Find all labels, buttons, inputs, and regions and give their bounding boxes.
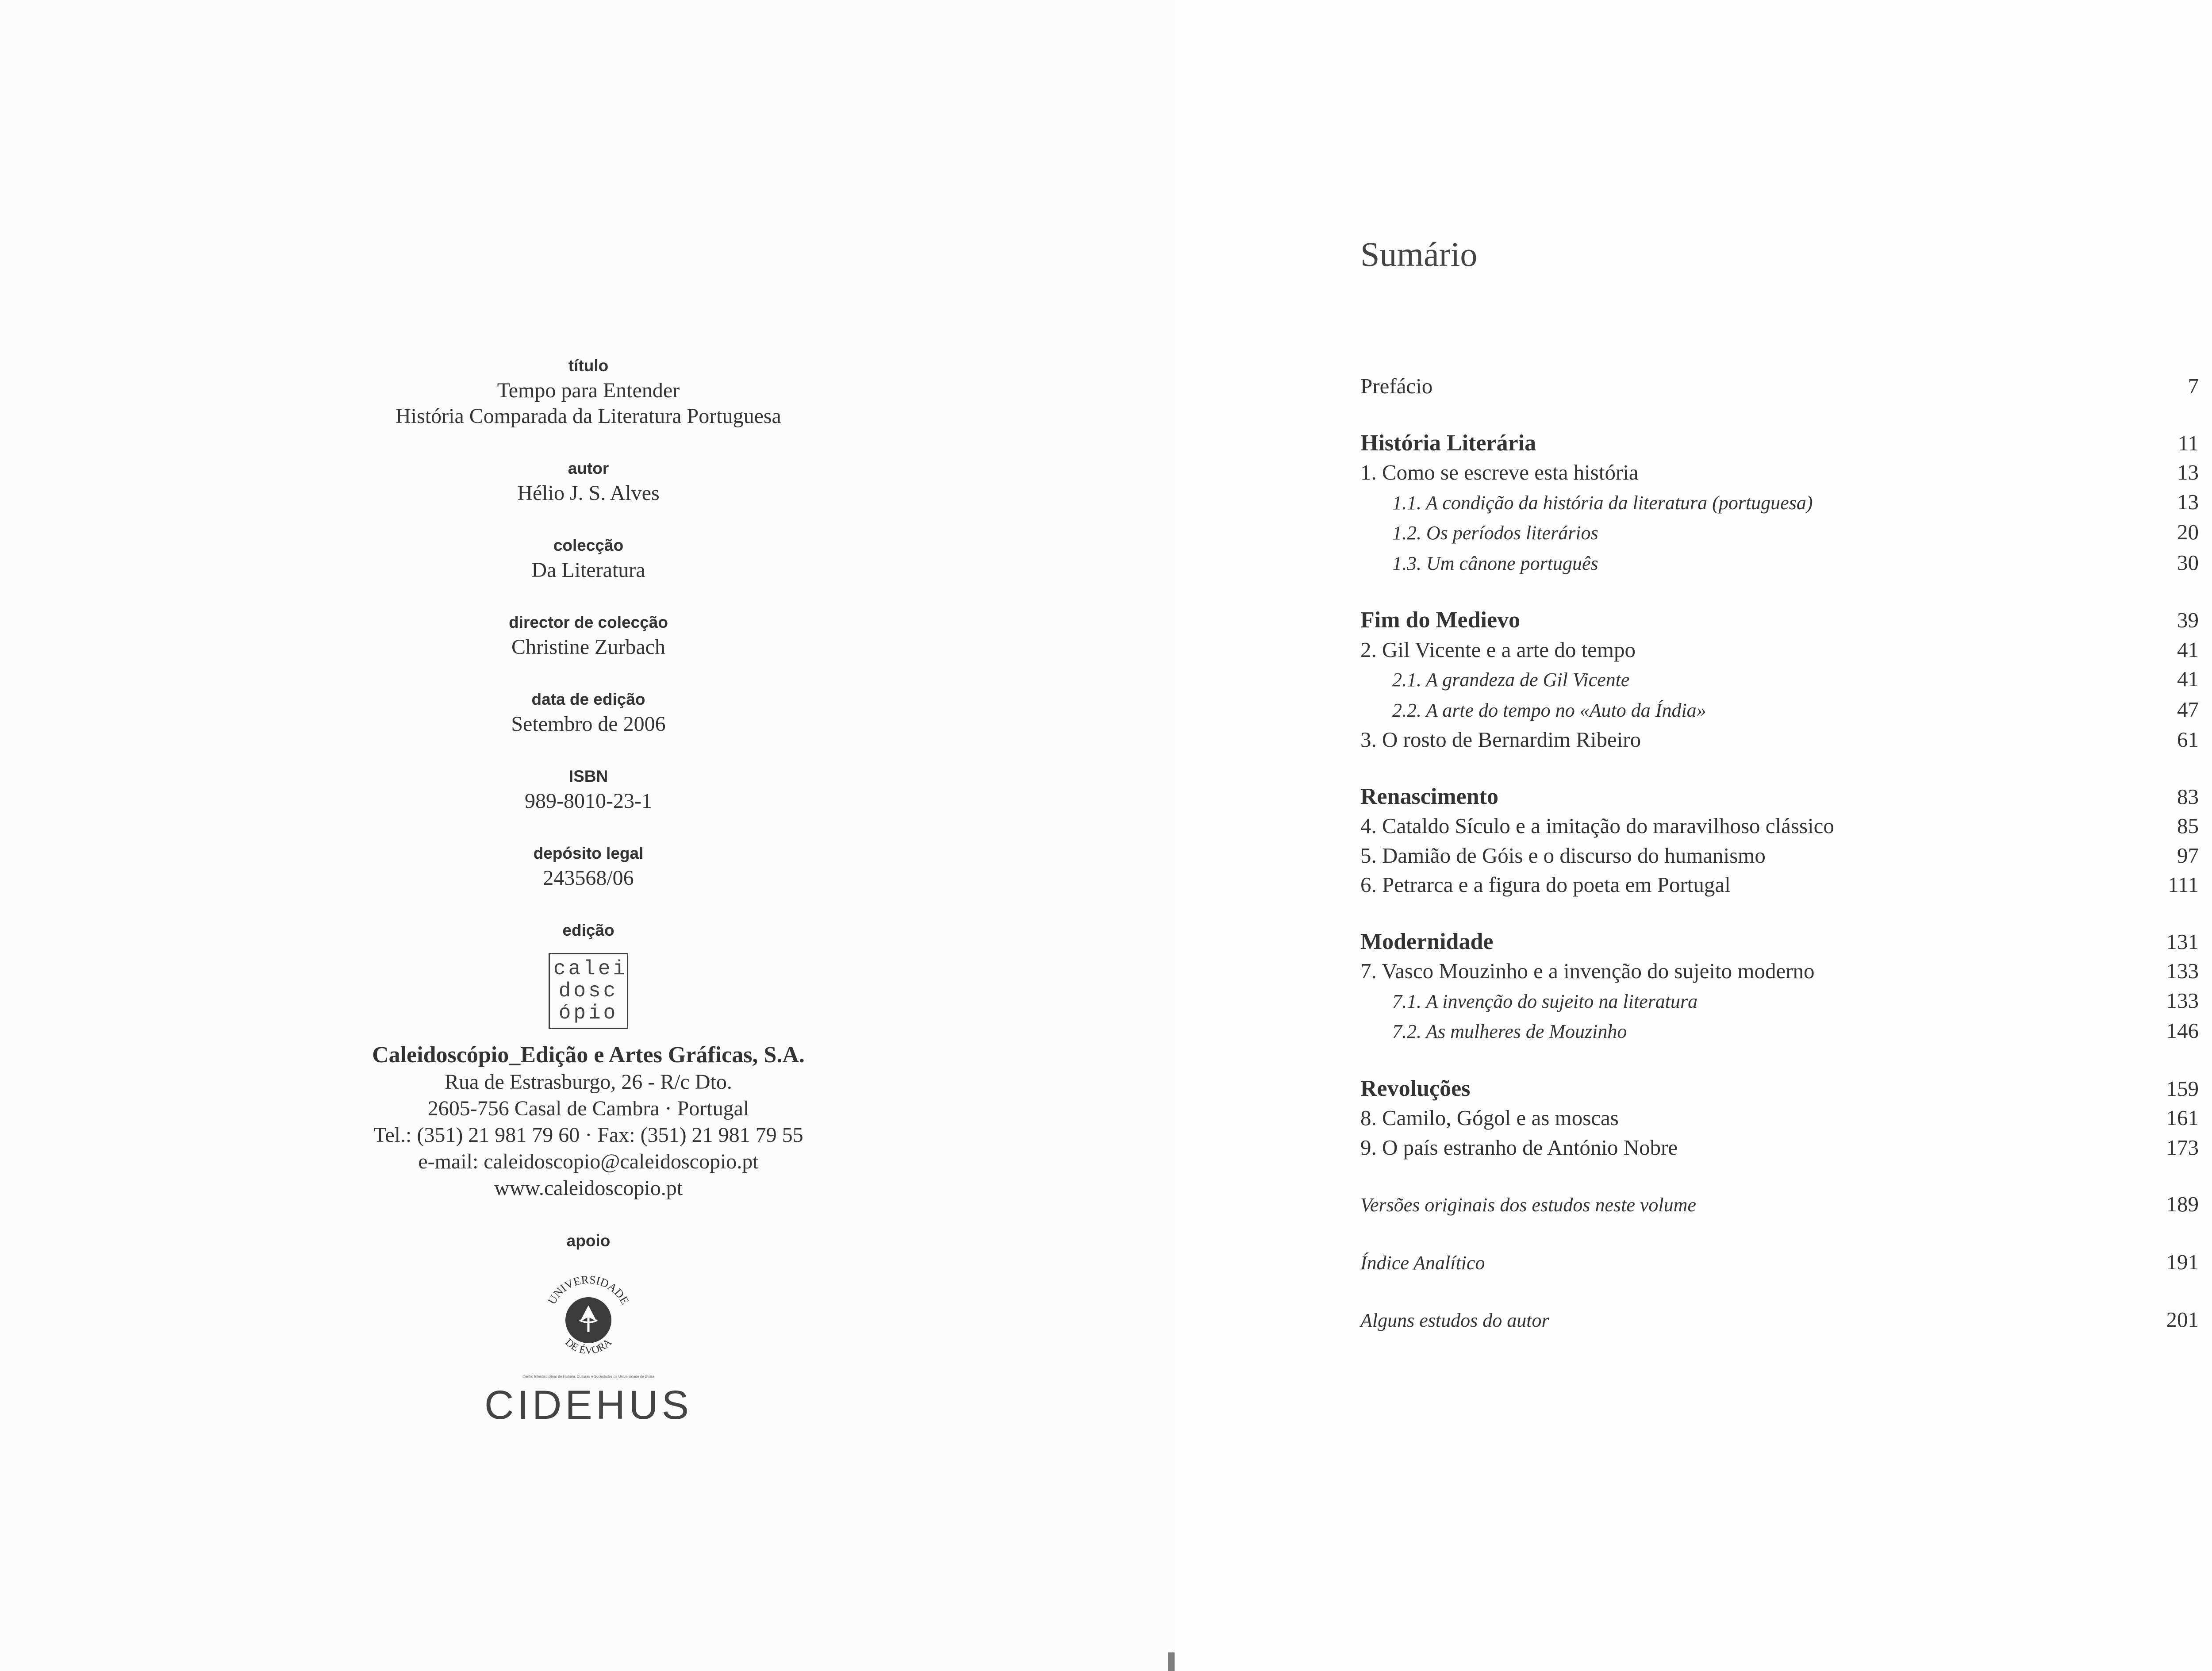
colophon bbox=[345, 354, 832, 1427]
toc-entry bbox=[1360, 372, 2199, 401]
isbn-label: ISBN bbox=[568, 767, 608, 785]
isbn-block bbox=[345, 764, 832, 814]
toc-page-number: 161 bbox=[2166, 1106, 2199, 1130]
toc-page-number: 47 bbox=[2177, 697, 2199, 722]
logo-line-3: ópio bbox=[558, 1002, 618, 1025]
toc-entry-text: Índice Analítico bbox=[1360, 1252, 1485, 1274]
toc-entry bbox=[1360, 1016, 2199, 1047]
legal-deposit-value: 243568/06 bbox=[543, 866, 634, 890]
toc-section bbox=[1360, 1305, 2199, 1336]
toc-page-number: 7 bbox=[2188, 374, 2199, 398]
toc-page-number: 173 bbox=[2166, 1135, 2199, 1160]
director-label: director de colecção bbox=[509, 613, 668, 631]
toc-entry bbox=[1360, 1103, 2199, 1133]
toc-section-heading bbox=[1360, 1074, 2199, 1104]
toc-entry-text: 2. Gil Vicente e a arte do tempo bbox=[1360, 637, 1636, 662]
toc-page-number: 189 bbox=[2166, 1192, 2199, 1216]
toc-page-number: 11 bbox=[2177, 430, 2199, 455]
toc-page-number: 13 bbox=[2177, 460, 2199, 484]
toc-page-number: 61 bbox=[2177, 727, 2199, 752]
toc-entry-text: 3. O rosto de Bernardim Ribeiro bbox=[1360, 727, 1641, 752]
toc-entry bbox=[1360, 986, 2199, 1017]
email: e-mail: caleidoscopio@caleidoscopio.pt bbox=[418, 1150, 759, 1173]
toc-entry-text: Revoluções bbox=[1360, 1076, 1471, 1101]
toc-entry bbox=[1360, 548, 2199, 579]
toc-title: Sumário bbox=[1360, 235, 1478, 273]
author-block bbox=[345, 457, 832, 506]
toc-entry bbox=[1360, 458, 2199, 488]
toc-entry-text: 9. O país estranho de António Nobre bbox=[1360, 1135, 1678, 1160]
toc-page-number: 191 bbox=[2166, 1249, 2199, 1274]
toc-entry-text: Prefácio bbox=[1360, 374, 1433, 398]
toc-entry-text: Alguns estudos do autor bbox=[1360, 1310, 1549, 1331]
phone-fax: Tel.: (351) 21 981 79 60 · Fax: (351) 21 981 79 55 bbox=[373, 1123, 803, 1147]
toc-page-number: 30 bbox=[2177, 550, 2199, 575]
toc-page-number: 133 bbox=[2166, 988, 2199, 1013]
director-name: Christine Zurbach bbox=[511, 635, 665, 659]
toc-page-number: 13 bbox=[2177, 489, 2199, 514]
toc-page-number: 83 bbox=[2177, 784, 2199, 809]
toc-entry bbox=[1360, 811, 2199, 841]
collection-label: colecção bbox=[553, 536, 624, 554]
toc-entry-text: 2.1. A grandeza de Gil Vicente bbox=[1392, 669, 1630, 691]
director-block bbox=[345, 611, 832, 660]
edition-label: edição bbox=[562, 921, 614, 939]
title-label: título bbox=[568, 357, 609, 375]
seal-bottom-text: DE ÉVORA bbox=[563, 1337, 614, 1357]
toc-entry-text: 7.1. A invenção do sujeito na literatura bbox=[1392, 990, 1698, 1012]
toc-page-number: 133 bbox=[2166, 959, 2199, 983]
toc-section bbox=[1360, 606, 2199, 755]
support-block bbox=[345, 1229, 832, 1427]
toc-section bbox=[1360, 1248, 2199, 1278]
cidehus-subtitle: Centro Interdisciplinar de História, Culturas e Sociedades da Universidade de Évora bbox=[522, 1375, 654, 1379]
toc-page-number: 97 bbox=[2177, 843, 2199, 868]
toc-section bbox=[1360, 927, 2199, 1047]
edition-date: Setembro de 2006 bbox=[511, 712, 666, 736]
toc-section bbox=[1360, 782, 2199, 900]
table-of-contents bbox=[1360, 372, 2199, 1363]
toc-entry-text: 7.2. As mulheres de Mouzinho bbox=[1392, 1021, 1627, 1042]
toc-entry bbox=[1360, 695, 2199, 726]
collection-block bbox=[345, 534, 832, 583]
author-name: Hélio J. S. Alves bbox=[517, 481, 660, 505]
toc-entry bbox=[1360, 870, 2199, 900]
toc-entry-text: Versões originais dos estudos neste volume bbox=[1360, 1194, 1696, 1216]
toc-page-number: 201 bbox=[2166, 1307, 2199, 1332]
toc-page-number: 39 bbox=[2177, 608, 2199, 632]
edition-date-block bbox=[345, 688, 832, 737]
toc-entry bbox=[1360, 665, 2199, 695]
collection-name: Da Literatura bbox=[531, 558, 645, 582]
toc-section-heading bbox=[1360, 429, 2199, 458]
toc-entry-text: História Literária bbox=[1360, 430, 1536, 456]
toc-entry-text: 4. Cataldo Sículo e a imitação do maravilhoso clássico bbox=[1360, 814, 1834, 838]
author-label: autor bbox=[568, 459, 609, 477]
logo-line-2: dosc bbox=[558, 980, 618, 1003]
toc-entry bbox=[1360, 1305, 2199, 1336]
address-line-2: 2605-756 Casal de Cambra · Portugal bbox=[427, 1097, 749, 1120]
toc-entry bbox=[1360, 841, 2199, 871]
toc-entry-text: 6. Petrarca e a figura do poeta em Portugal bbox=[1360, 872, 1731, 897]
legal-deposit-block bbox=[345, 841, 832, 891]
toc-entry-text: 1.2. Os períodos literários bbox=[1392, 522, 1598, 544]
toc-entry bbox=[1360, 635, 2199, 665]
toc-page-number: 159 bbox=[2166, 1076, 2199, 1101]
toc-page-number: 85 bbox=[2177, 814, 2199, 838]
toc-entry bbox=[1360, 1248, 2199, 1278]
toc-entry-text: 2.2. A arte do tempo no «Auto da Índia» bbox=[1392, 699, 1706, 721]
title-line-2: História Comparada da Literatura Portuguesa bbox=[396, 404, 781, 428]
toc-entry bbox=[1360, 518, 2199, 548]
toc-page-number: 111 bbox=[2168, 872, 2199, 897]
toc-page-number: 146 bbox=[2166, 1018, 2199, 1043]
toc-section bbox=[1360, 1190, 2199, 1220]
toc-section bbox=[1360, 429, 2199, 579]
logo-line-1: calei bbox=[553, 957, 628, 980]
toc-entry-text: Fim do Medievo bbox=[1360, 607, 1521, 633]
isbn-value: 989-8010-23-1 bbox=[525, 789, 652, 813]
toc-section-heading bbox=[1360, 782, 2199, 812]
toc-entry bbox=[1360, 957, 2199, 986]
toc-entry bbox=[1360, 725, 2199, 755]
publisher-name: Caleidoscópio_Edição e Artes Gráficas, S.A. bbox=[372, 1042, 805, 1068]
legal-deposit-label: depósito legal bbox=[533, 844, 644, 862]
toc-entry-text: 1. Como se escreve esta história bbox=[1360, 460, 1639, 484]
toc-page-number: 41 bbox=[2177, 667, 2199, 691]
toc-section bbox=[1360, 372, 2199, 401]
support-label: apoio bbox=[566, 1232, 611, 1250]
toc-entry-text: Renascimento bbox=[1360, 784, 1498, 809]
toc-section bbox=[1360, 1074, 2199, 1163]
toc-entry bbox=[1360, 1133, 2199, 1163]
title-line-1: Tempo para Entender bbox=[497, 379, 680, 402]
toc-entry-text: 7. Vasco Mouzinho e a invenção do sujeito moderno bbox=[1360, 959, 1815, 983]
toc-entry bbox=[1360, 488, 2199, 518]
address-line-1: Rua de Estrasburgo, 26 - R/c Dto. bbox=[445, 1070, 732, 1094]
toc-entry-text: 1.3. Um cânone português bbox=[1392, 552, 1598, 574]
university-seal-icon bbox=[538, 1268, 639, 1365]
caleidoscopio-logo bbox=[549, 953, 628, 1029]
toc-page-number: 41 bbox=[2177, 637, 2199, 662]
toc-entry bbox=[1360, 1190, 2199, 1220]
title-block bbox=[345, 354, 832, 429]
seal-top-text: UNIVERSIDADE bbox=[545, 1273, 632, 1307]
toc-entry-text: 8. Camilo, Gógol e as moscas bbox=[1360, 1106, 1619, 1130]
website: www.caleidoscopio.pt bbox=[494, 1176, 683, 1200]
edition-block bbox=[345, 918, 832, 1202]
toc-entry-text: Modernidade bbox=[1360, 929, 1494, 954]
toc-section-heading bbox=[1360, 606, 2199, 635]
edition-date-label: data de edição bbox=[531, 690, 645, 708]
cidehus-logo: CIDEHUS bbox=[484, 1383, 693, 1428]
toc-section-heading bbox=[1360, 927, 2199, 957]
toc-page-number: 20 bbox=[2177, 520, 2199, 544]
toc-page-number: 131 bbox=[2166, 929, 2199, 954]
toc-entry-text: 5. Damião de Góis e o discurso do humanismo bbox=[1360, 843, 1766, 868]
toc-entry-text: 1.1. A condição da história da literatura (portuguesa) bbox=[1392, 492, 1813, 514]
